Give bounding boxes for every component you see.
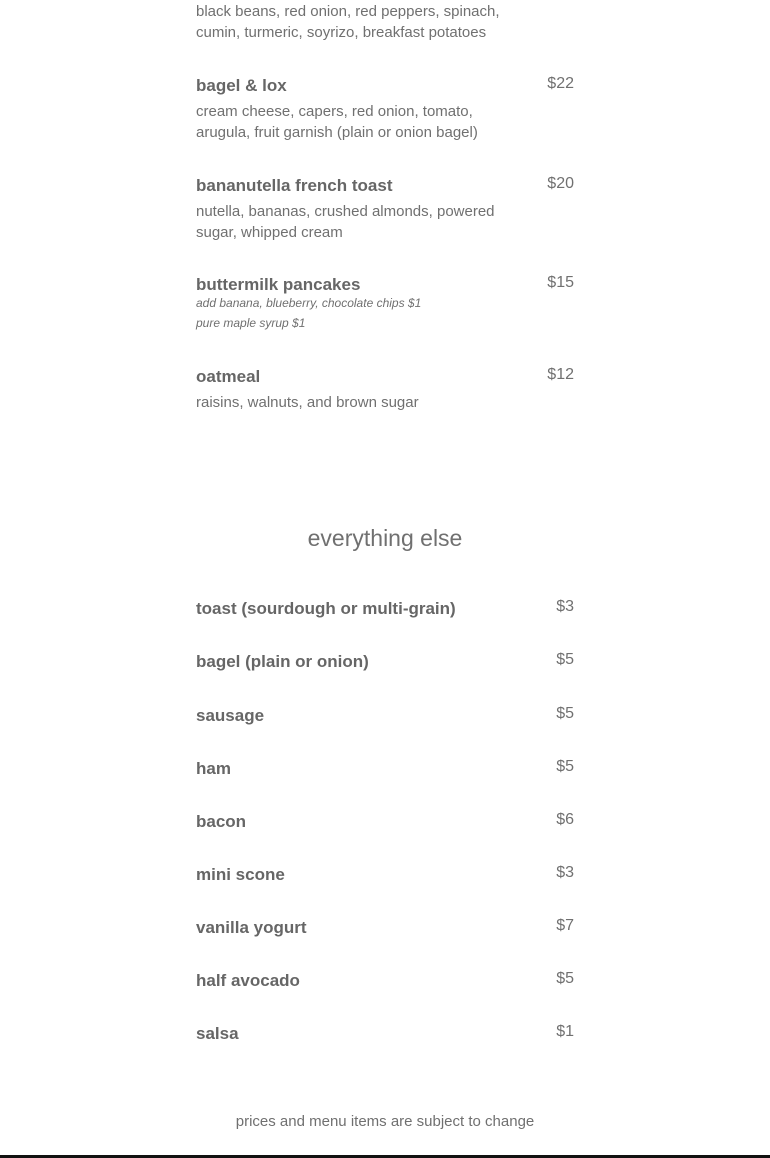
menu-item-pancakes — [196, 275, 574, 333]
menu-item-price: $3 — [556, 598, 574, 615]
menu-item-name: buttermilk pancakes — [196, 275, 361, 294]
menu-item-oatmeal — [196, 367, 574, 413]
section-heading-everything-else: everything else — [307, 525, 463, 551]
menu-item-price: $20 — [547, 175, 574, 192]
menu-item-price: $5 — [556, 970, 574, 987]
menu-item-addon-note: pure maple syrup $1 — [196, 316, 306, 330]
menu-item-description: raisins, walnuts, and brown sugar — [196, 394, 419, 411]
menu-item-price: $5 — [556, 651, 574, 668]
menu-item-name: ham — [196, 759, 231, 778]
menu-item-bacon — [196, 812, 574, 832]
menu-item-half-avocado — [196, 971, 574, 991]
menu-item-french-toast — [196, 176, 574, 243]
menu-item-description: nutella, bananas, crushed almonds, powered sugar, whipped cream — [196, 203, 495, 241]
menu-item-price: $5 — [556, 705, 574, 722]
menu-item-bagel-lox — [196, 76, 574, 143]
menu-item-name: half avocado — [196, 971, 300, 990]
menu-item-name: vanilla yogurt — [196, 918, 307, 937]
menu-item-name: bagel (plain or onion) — [196, 652, 369, 671]
menu-item-name: oatmeal — [196, 367, 261, 386]
menu-item-description: cream cheese, capers, red onion, tomato, arugula, fruit garnish (plain or onion bagel) — [196, 103, 478, 141]
menu-item-name: bagel & lox — [196, 76, 287, 95]
menu-item-mini-scone — [196, 865, 574, 885]
menu-item-price: $6 — [556, 811, 574, 828]
menu-item-toast — [196, 599, 574, 619]
menu-item-price: $22 — [547, 75, 574, 92]
footer-disclaimer: prices and menu items are subject to change — [235, 1113, 535, 1130]
menu-item-sausage — [196, 706, 574, 726]
menu-item-price: $12 — [547, 366, 574, 383]
menu-item-price: $3 — [556, 864, 574, 881]
menu-item-name: salsa — [196, 1024, 239, 1043]
menu-item-price: $15 — [547, 274, 574, 291]
menu-item-name: bacon — [196, 812, 247, 831]
menu-item-salsa — [196, 1024, 574, 1044]
menu-item-price: $7 — [556, 917, 574, 934]
menu-item-price: $5 — [556, 758, 574, 775]
menu-item-vanilla-yogurt — [196, 918, 574, 938]
menu-item-name: sausage — [196, 706, 265, 725]
menu-item-addon-note: add banana, blueberry, chocolate chips $1 — [196, 296, 422, 310]
menu-item-description: black beans, red onion, red peppers, spinach, cumin, turmeric, soyrizo, breakfast potatoes — [196, 3, 500, 41]
menu-item-partial — [196, 0, 574, 43]
menu-item-bagel — [196, 652, 574, 672]
menu-item-name: toast (sourdough or multi-grain) — [196, 599, 456, 618]
menu-item-price: $1 — [556, 1023, 574, 1040]
menu-item-name: bananutella french toast — [196, 176, 393, 195]
menu-item-ham — [196, 759, 574, 779]
menu-item-name: mini scone — [196, 865, 285, 884]
